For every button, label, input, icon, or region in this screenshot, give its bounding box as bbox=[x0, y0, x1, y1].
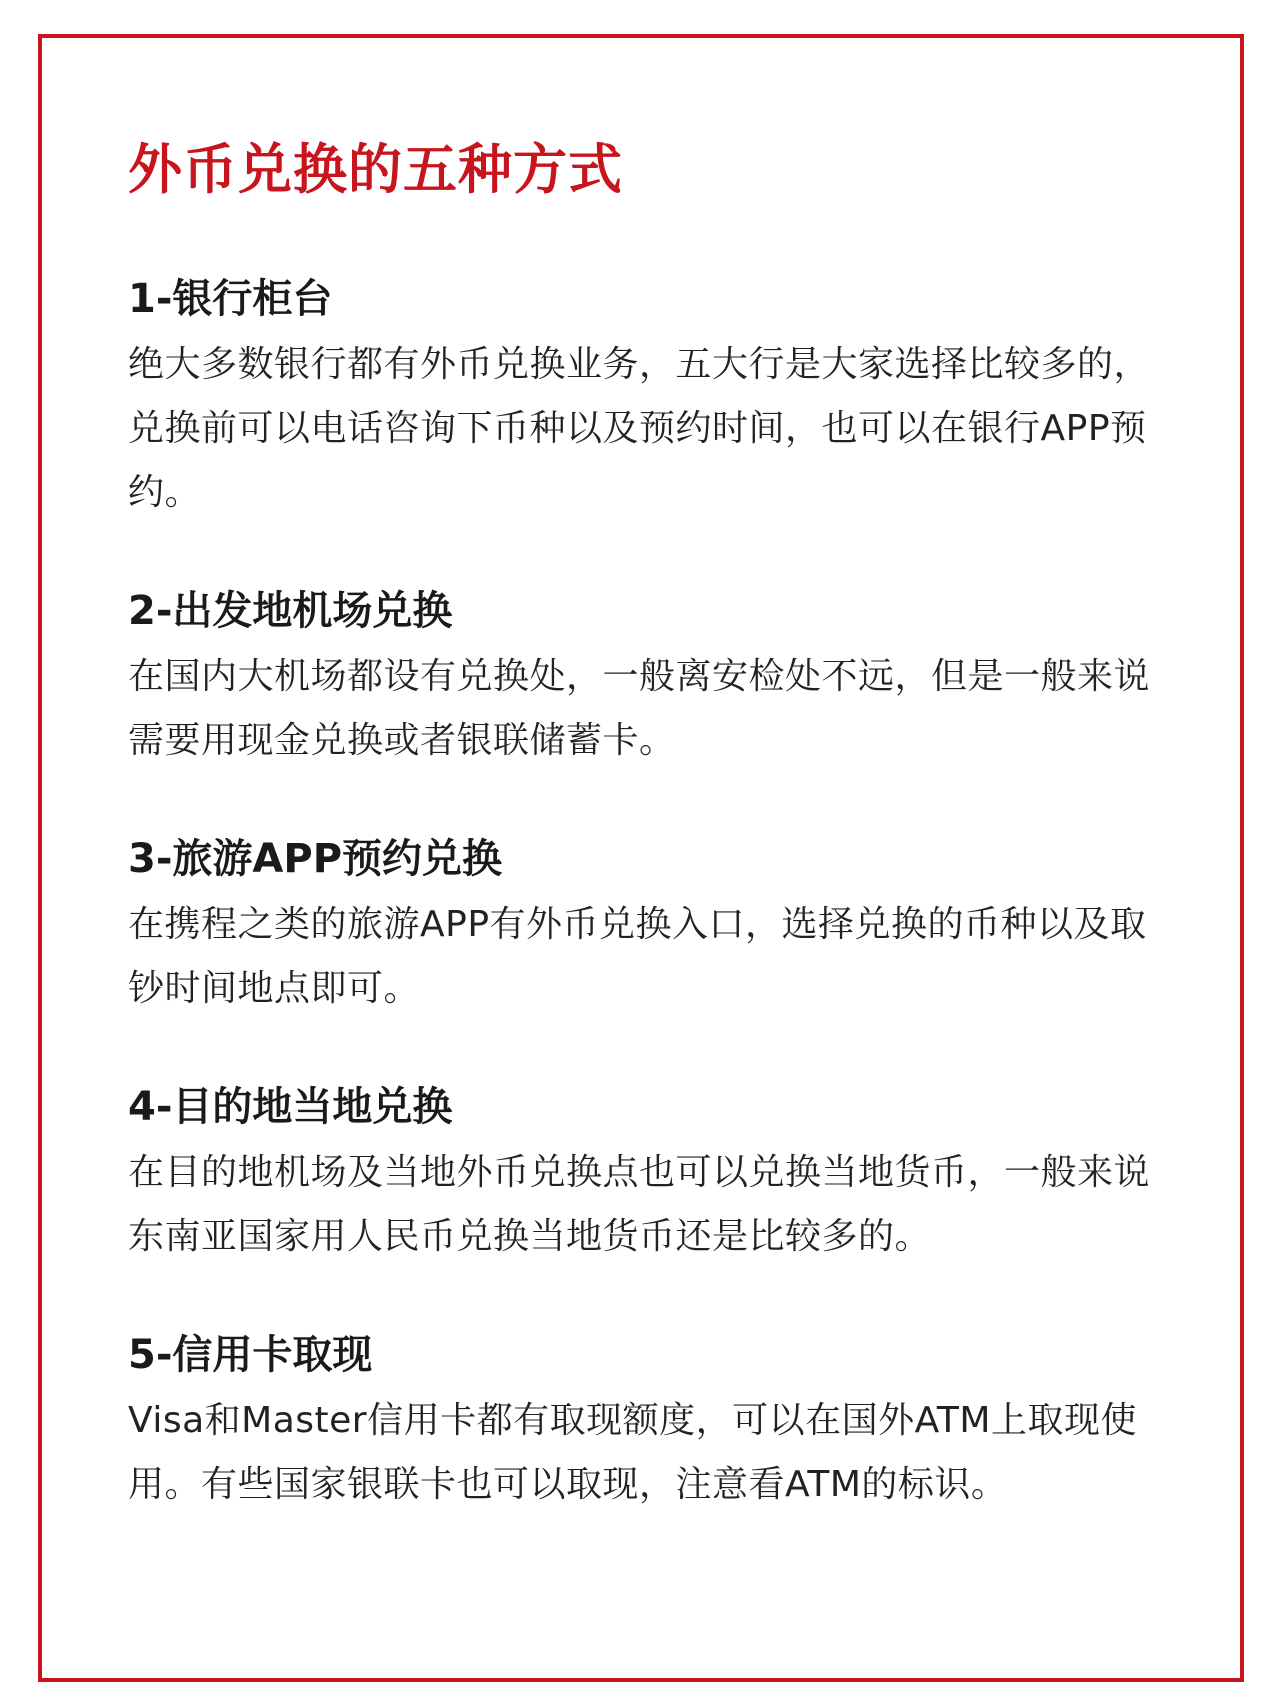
section-body: 在国内大机场都设有兑换处，一般离安检处不远，但是一般来说需要用现金兑换或者银联储蓄卡。 bbox=[128, 655, 1151, 761]
section-heading: 1-银行柜台 bbox=[128, 275, 333, 322]
section-heading: 3-旅游APP预约兑换 bbox=[128, 835, 503, 882]
section-destination-local bbox=[128, 1079, 1152, 1269]
section-body: 在携程之类的旅游APP有外币兑换入口，选择兑换的币种以及取钞时间地点即可。 bbox=[128, 903, 1147, 1009]
section-heading: 4-目的地当地兑换 bbox=[128, 1083, 453, 1130]
section-credit-card-cash bbox=[128, 1327, 1152, 1517]
section-travel-app bbox=[128, 831, 1152, 1021]
section-body: Visa和Master信用卡都有取现额度，可以在国外ATM上取现使用。有些国家银联卡也可以取现，注意看ATM的标识。 bbox=[128, 1399, 1137, 1505]
section-body: 绝大多数银行都有外币兑换业务，五大行是大家选择比较多的，兑换前可以电话咨询下币种以及预约时间，也可以在银行APP预约。 bbox=[128, 343, 1151, 513]
section-heading: 2-出发地机场兑换 bbox=[128, 587, 453, 634]
section-heading: 5-信用卡取现 bbox=[128, 1331, 373, 1378]
article bbox=[128, 138, 1152, 1575]
section-body: 在目的地机场及当地外币兑换点也可以兑换当地货币，一般来说东南亚国家用人民币兑换当地货币还是比较多的。 bbox=[128, 1151, 1151, 1257]
section-departure-airport bbox=[128, 583, 1152, 773]
page-title: 外币兑换的五种方式 bbox=[128, 138, 623, 201]
section-bank-counter bbox=[128, 271, 1152, 525]
